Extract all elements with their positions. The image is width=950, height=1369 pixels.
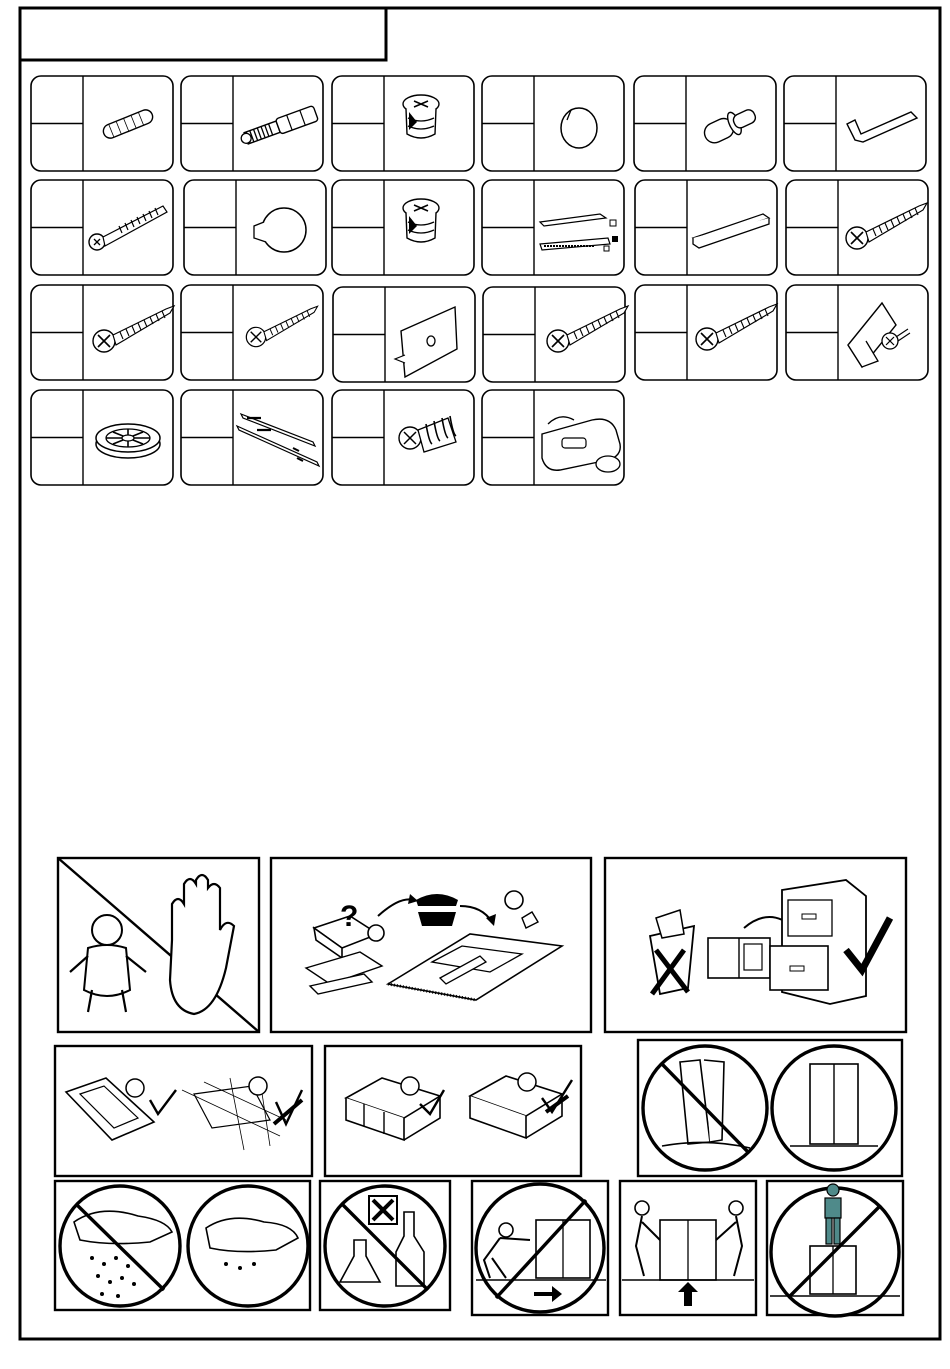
part-card-dowel (31, 76, 173, 171)
part-card-cap (482, 76, 624, 171)
part-card-cap-2 (184, 180, 326, 275)
part-card-connector-bolt (181, 76, 323, 171)
cam-lock-icon (403, 95, 439, 138)
header-box (20, 8, 386, 60)
part-card-wood-screw-4 (635, 285, 777, 380)
part-card-shelf-pin (634, 76, 776, 171)
part-card-drawer-runner (181, 390, 323, 485)
part-card-wood-screw-2 (31, 285, 174, 380)
part-card-glide-foot (31, 390, 173, 485)
part-card-mounting-plate (333, 287, 475, 382)
warning-no-wet-cleaning (55, 1181, 310, 1310)
warning-place-on-soft-surface (325, 1046, 581, 1176)
part-card-short-screw (181, 285, 323, 380)
manual-booklet-icon (708, 938, 770, 978)
glide-foot-icon (96, 424, 160, 458)
warning-two-person-lift (620, 1181, 756, 1315)
svg-text:?: ? (340, 900, 359, 933)
part-card-long-screw (31, 180, 173, 275)
part-card-hinge (482, 390, 624, 485)
warning-stand-level (638, 1040, 902, 1176)
file-cabinet-icon (770, 880, 866, 1004)
warning-do-not-push (472, 1181, 608, 1315)
part-card-cam-lock (332, 76, 474, 171)
warning-assemble-on-rug (55, 1046, 312, 1176)
warning-do-not-climb (767, 1181, 903, 1316)
part-card-wood-screw (786, 180, 928, 275)
part-card-profile-strip (635, 180, 777, 275)
part-card-wood-screw-3 (483, 287, 628, 382)
part-card-allen-key (784, 76, 926, 171)
part-card-euro-screw (332, 390, 474, 485)
warning-keep-away-children (58, 858, 259, 1032)
part-card-drawer-rail-set (482, 180, 624, 275)
warning-no-chemicals (320, 1181, 450, 1310)
part-card-cam-lock-2 (332, 180, 474, 275)
warning-check-parts-call (271, 858, 591, 1032)
cam-lock-icon (403, 199, 439, 242)
part-card-angle-bracket (786, 285, 928, 380)
cap-cover-icon (561, 108, 597, 148)
warning-keep-instructions (605, 858, 906, 1032)
